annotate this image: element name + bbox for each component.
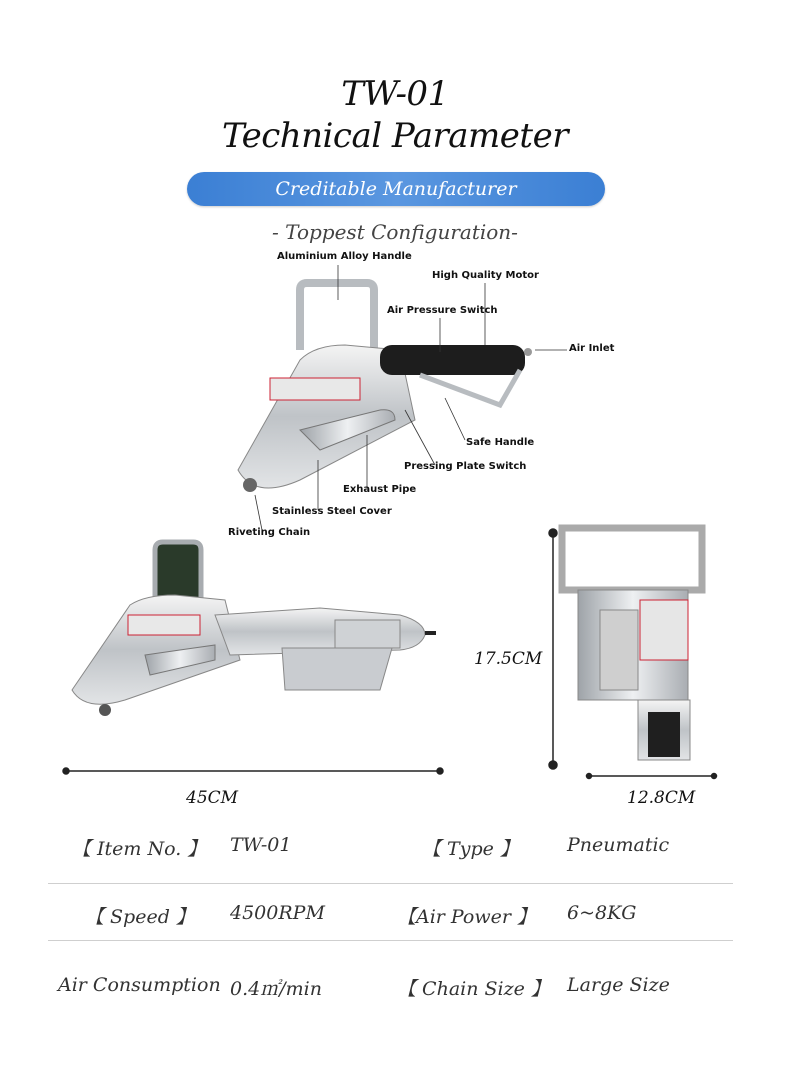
spec-label-chain-size: 【 Chain Size 】 [397,978,550,1000]
callout-air-inlet: Air Inlet [569,343,615,354]
callout-chain: Riveting Chain [228,527,311,538]
dimension-height: 17.5CM [474,649,543,669]
spec-label-air-power: 【Air Power 】 [397,906,537,928]
callout-motor: High Quality Motor [432,270,539,281]
spec-value-chain-size: Large Size [567,974,670,996]
spec-value-air-power: 6~8KG [567,902,637,924]
spec-value-speed: 4500RPM [230,902,325,924]
dimension-length: 45CM [186,788,239,808]
page-subtitle: Technical Parameter [222,116,568,156]
spec-value-item-no: TW-01 [230,834,292,856]
dimension-width: 12.8CM [627,788,696,808]
callout-cover: Stainless Steel Cover [272,506,392,517]
config-heading: - Toppest Configuration- [272,220,518,244]
spec-label-speed: 【 Speed 】 [85,906,195,928]
callout-pressing-switch: Pressing Plate Switch [404,461,527,472]
callout-pressure-switch: Air Pressure Switch [387,305,498,316]
tool-side-view [72,542,436,716]
spec-value-air-consumption: 0.4㎡/min [230,978,322,1000]
spec-divider [48,883,733,884]
manufacturer-banner: Creditable Manufacturer [187,172,605,206]
tool-front-view [562,528,702,760]
spec-value-type: Pneumatic [567,834,670,856]
spec-label-item-no: 【 Item No. 】 [72,838,207,860]
callout-safe-handle: Safe Handle [466,437,535,448]
spec-label-type: 【 Type 】 [422,838,519,860]
spec-divider [48,940,733,941]
callout-handle: Aluminium Alloy Handle [277,251,412,262]
spec-label-air-consumption: Air Consumption [58,974,221,996]
callout-exhaust: Exhaust Pipe [343,484,417,495]
page-title: TW-01 [341,74,449,114]
